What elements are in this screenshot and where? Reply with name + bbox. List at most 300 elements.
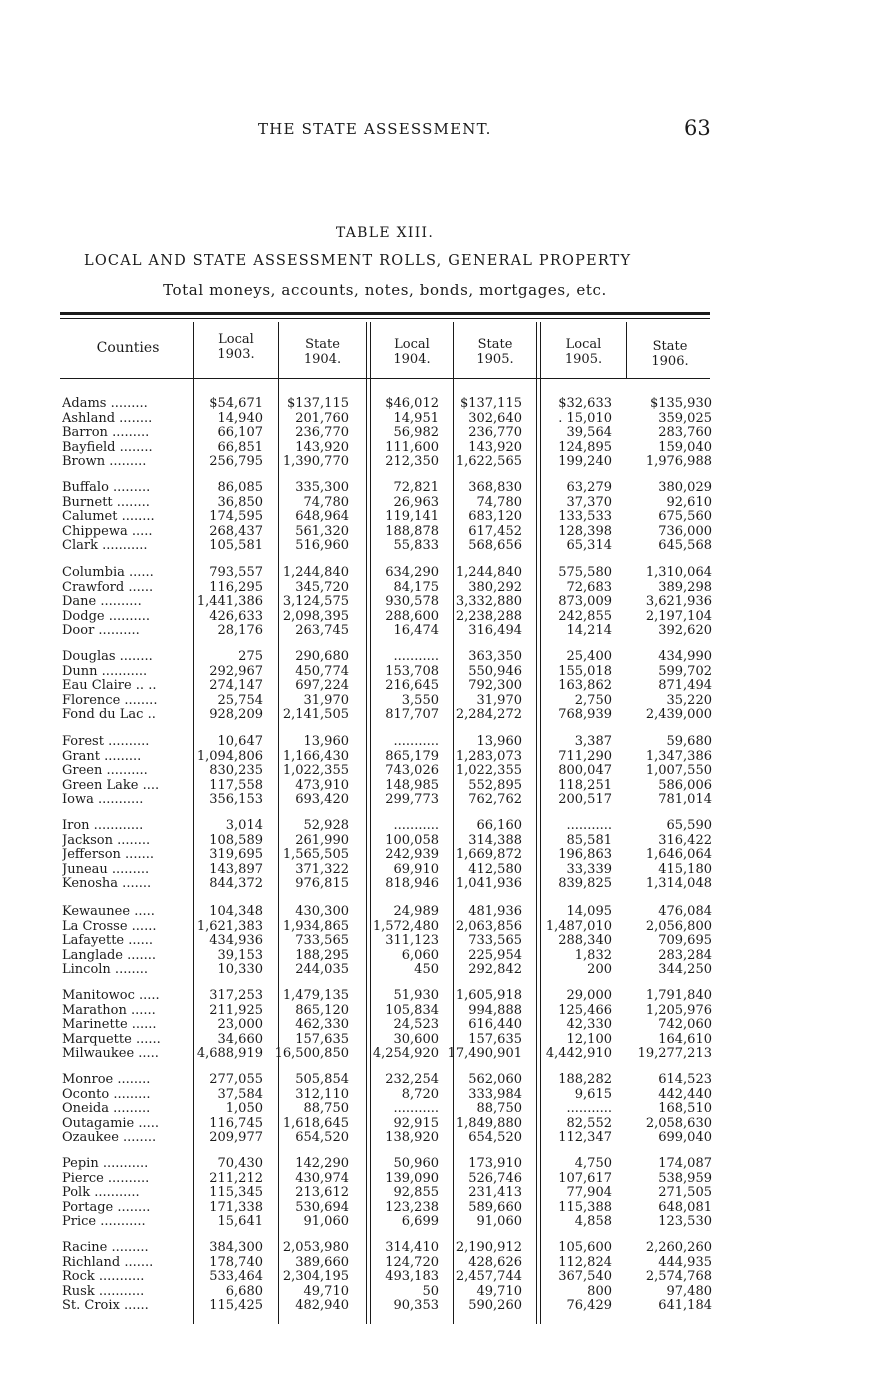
value-cell: 69,910 [393,861,439,877]
value-cell: 77,904 [566,1185,612,1201]
column-header-state-1904 [281,337,364,367]
value-cell: 10,330 [217,962,263,978]
value-cell: 709,695 [658,933,712,949]
value-cell: 359,025 [658,410,712,426]
county-name: Door .......... [62,624,140,639]
value-cell: 29,000 [566,988,612,1003]
value-cell: 792,300 [468,678,522,694]
value-cell: 148,985 [385,777,439,793]
value-cell: 599,702 [658,663,712,679]
table-row [0,1073,887,1088]
table-row [0,441,887,456]
value-cell: 23,000 [217,1017,263,1033]
county-name: Green .......... [62,764,148,779]
value-cell: 1,094,806 [196,748,263,764]
value-cell: 65,314 [566,538,612,554]
value-cell: 104,348 [209,904,263,919]
value-cell: 505,854 [295,1072,349,1087]
table-row [0,481,887,496]
value-cell: 865,179 [385,748,439,764]
value-cell: 654,520 [468,1130,522,1146]
value-cell: 641,184 [658,1298,712,1314]
table-row [0,834,887,849]
county-group [0,566,887,639]
county-group [0,1073,887,1146]
value-cell: 645,568 [658,538,712,554]
table-row [0,1256,887,1271]
value-cell: 4,858 [574,1214,612,1230]
value-cell: $32,633 [558,396,612,411]
value-cell: 1,976,988 [645,454,712,470]
value-cell: 188,282 [558,1072,612,1087]
value-cell: 356,153 [209,792,263,808]
value-cell: $135,930 [649,396,712,411]
value-cell: 800,047 [558,763,612,779]
county-group [0,989,887,1062]
county-group [0,819,887,892]
value-cell: 49,710 [476,1283,522,1299]
county-name: Juneau ......... [62,862,150,877]
value-cell: 4,254,920 [372,1046,439,1062]
value-cell: 8,720 [401,1086,439,1102]
value-cell: 2,260,260 [645,1240,712,1255]
county-name: Crawford ...... [62,580,154,595]
header-line: Local [218,332,254,347]
value-cell: 14,095 [566,904,612,919]
header-line: Local [394,337,430,352]
county-name: Monroe ........ [62,1073,151,1087]
value-cell: 211,212 [209,1170,263,1186]
value-cell: 616,440 [468,1017,522,1033]
value-cell: 2,190,912 [455,1240,522,1255]
value-cell: 52,928 [303,818,349,833]
value-cell: 133,533 [558,509,612,525]
value-cell: 107,617 [558,1170,612,1186]
value-cell: 2,058,630 [645,1115,712,1131]
value-cell: 174,087 [658,1156,712,1171]
table-row [0,455,887,470]
value-cell: 384,300 [209,1240,263,1255]
table-row [0,1215,887,1230]
value-cell: 76,429 [566,1298,612,1314]
value-cell: 299,773 [385,792,439,808]
value-cell: $46,012 [385,396,439,411]
value-cell: 2,063,856 [455,918,522,934]
value-cell: 781,014 [658,792,712,808]
value-cell: 72,683 [566,579,612,595]
table-number: TABLE XIII. [335,225,435,241]
value-cell: 63,279 [566,480,612,495]
value-cell: 568,656 [468,538,522,554]
value-cell: 171,338 [209,1199,263,1215]
value-cell: 92,610 [666,494,712,510]
county-name: Clark ........... [62,539,148,554]
header-line: State [477,337,513,352]
table-row [0,877,887,892]
value-cell: 123,530 [658,1214,712,1230]
value-cell: 562,060 [468,1072,522,1087]
table-row [0,1088,887,1103]
table-row [0,1018,887,1033]
value-cell: 1,314,048 [645,876,712,892]
value-cell: ........... [566,1101,612,1117]
county-name: Oconto ......... [62,1087,151,1102]
value-cell: 392,620 [658,623,712,639]
value-cell: 2,574,768 [645,1269,712,1285]
table-row [0,764,887,779]
value-cell: 200,517 [558,792,612,808]
value-cell: 209,977 [209,1130,263,1146]
value-cell: 675,560 [658,509,712,525]
column-header-counties: Counties [96,340,160,356]
value-cell: 115,388 [558,1199,612,1215]
value-cell: 37,584 [217,1086,263,1102]
column-header-state-1905 [456,337,534,367]
county-name: Outagamie ..... [62,1116,160,1131]
value-cell: 119,141 [385,509,439,525]
county-name: Racine ......... [62,1241,149,1255]
value-cell: 389,660 [295,1254,349,1270]
value-cell: 711,290 [558,748,612,764]
value-cell: 13,960 [476,734,522,749]
value-cell: 1,622,565 [455,454,522,470]
table-row [0,1047,887,1062]
value-cell: 105,600 [558,1240,612,1255]
value-cell: 1,621,383 [196,918,263,934]
value-cell: 1,605,918 [455,988,522,1003]
table-row [0,679,887,694]
value-cell: 82,552 [566,1115,612,1131]
value-cell: 1,022,355 [455,763,522,779]
value-cell: 31,970 [476,692,522,708]
header-line: State [305,337,340,352]
county-name: Chippewa ..... [62,524,153,539]
value-cell: 201,760 [295,410,349,426]
value-cell: 36,850 [217,494,263,510]
column-header-local-1904 [373,337,451,367]
value-cell: 143,897 [209,861,263,877]
value-cell: 367,540 [558,1269,612,1285]
value-cell: 90,353 [393,1298,439,1314]
value-cell: 66,160 [476,818,522,833]
table-row [0,819,887,834]
value-cell: 283,284 [658,947,712,963]
value-cell: 533,464 [209,1269,263,1285]
value-cell: 344,250 [658,962,712,978]
value-cell: 2,197,104 [645,608,712,624]
value-cell: 817,707 [385,707,439,723]
value-cell: $137,115 [459,396,522,411]
value-cell: 311,123 [385,933,439,949]
value-cell: 116,745 [209,1115,263,1131]
header-rule [60,378,710,379]
value-cell: 12,100 [566,1031,612,1047]
value-cell: 157,635 [468,1031,522,1047]
value-cell: 976,815 [295,876,349,892]
value-cell: 4,442,910 [545,1046,612,1062]
value-cell: 2,457,744 [455,1269,522,1285]
value-cell: 1,244,840 [455,565,522,580]
value-cell: 3,550 [401,692,439,708]
value-cell: 6,680 [225,1283,263,1299]
county-group [0,905,887,978]
table-row [0,779,887,794]
value-cell: ........... [393,734,439,749]
table-row [0,989,887,1004]
value-cell: 4,688,919 [196,1046,263,1062]
value-cell: 51,930 [393,988,439,1003]
value-cell: 138,920 [385,1130,439,1146]
value-cell: 50 [422,1283,439,1299]
county-name: Ozaukee ........ [62,1131,157,1146]
value-cell: 6,699 [401,1214,439,1230]
value-cell: 830,235 [209,763,263,779]
value-cell: 428,626 [468,1254,522,1270]
value-cell: 159,040 [658,439,712,455]
column-header-state-1906 [630,339,710,369]
value-cell: 173,910 [468,1156,522,1171]
value-cell: 236,770 [295,425,349,441]
county-name: Burnett ........ [62,495,150,510]
value-cell: 164,610 [658,1031,712,1047]
value-cell: 928,209 [209,707,263,723]
value-cell: 3,332,880 [455,594,522,610]
table-row [0,1241,887,1256]
table-title: LOCAL AND STATE ASSESSMENT ROLLS, GENERAL PROPERTY [84,253,632,269]
value-cell: 481,936 [468,904,522,919]
value-cell: 1,849,880 [455,1115,522,1131]
value-cell: 283,760 [658,425,712,441]
county-name: Milwaukee ..... [62,1047,159,1062]
value-cell: 1,572,480 [372,918,439,934]
value-cell: 1,487,010 [545,918,612,934]
table-row [0,708,887,723]
value-cell: 586,006 [658,777,712,793]
table-row [0,1004,887,1019]
value-cell: 124,895 [558,439,612,455]
table-row [0,525,887,540]
county-name: Oneida ......... [62,1102,151,1117]
value-cell: 128,398 [558,523,612,539]
value-cell: 115,345 [209,1185,263,1201]
county-name: Ashland ........ [62,411,153,426]
value-cell: 3,621,936 [645,594,712,610]
column-header-local-1903 [196,332,276,362]
county-name: Calumet ........ [62,510,155,525]
header-line: State [652,339,688,354]
value-cell: 277,055 [209,1072,263,1087]
value-cell: 434,990 [658,649,712,664]
value-cell: 1,166,430 [282,748,349,764]
value-cell: 380,029 [658,480,712,495]
value-cell: 699,040 [658,1130,712,1146]
value-cell: 473,910 [295,777,349,793]
value-cell: 442,440 [658,1086,712,1102]
table-row [0,1033,887,1048]
value-cell: 117,558 [209,777,263,793]
top-rule-thin [60,318,710,319]
value-cell: 244,035 [295,962,349,978]
value-cell: 450,774 [295,663,349,679]
table-row [0,566,887,581]
value-cell: 994,888 [468,1002,522,1018]
county-group [0,735,887,808]
value-cell: 85,581 [566,832,612,848]
value-cell: 3,124,575 [282,594,349,610]
value-cell: 105,581 [209,538,263,554]
table-row [0,1270,887,1285]
value-cell: 242,855 [558,608,612,624]
value-cell: 1,310,064 [645,565,712,580]
value-cell: 693,420 [295,792,349,808]
value-cell: 108,589 [209,832,263,848]
table-row [0,412,887,427]
table-row [0,694,887,709]
value-cell: 116,295 [209,579,263,595]
value-cell: 538,959 [658,1170,712,1186]
value-cell: 476,084 [658,904,712,919]
value-cell: 212,350 [385,454,439,470]
value-cell: 112,347 [558,1130,612,1146]
table-row [0,595,887,610]
value-cell: 288,340 [558,933,612,949]
value-cell: 66,851 [217,439,263,455]
value-cell: 314,410 [385,1240,439,1255]
value-cell: 1,022,355 [282,763,349,779]
value-cell: 50,960 [393,1156,439,1171]
value-cell: 1,565,505 [282,847,349,863]
table-row [0,735,887,750]
value-cell: 178,740 [209,1254,263,1270]
value-cell: 200 [587,962,612,978]
value-cell: 2,750 [574,692,612,708]
table-row [0,581,887,596]
county-name: Jackson ........ [62,833,151,848]
header-line: Local [565,337,602,352]
table-row [0,1157,887,1172]
county-name: Rusk ........... [62,1284,145,1299]
value-cell: 493,183 [385,1269,439,1285]
value-cell: 56,982 [393,425,439,441]
table-row [0,624,887,639]
value-cell: 14,951 [393,410,439,426]
county-name: Barron ......... [62,426,150,441]
county-name: Iron ............ [62,819,144,833]
value-cell: 526,746 [468,1170,522,1186]
value-cell: 742,060 [658,1017,712,1033]
county-name: Kenosha ....... [62,877,152,892]
value-cell: 648,964 [295,509,349,525]
header-line: 1906. [651,354,689,369]
value-cell: 873,009 [558,594,612,610]
value-cell: 55,833 [393,538,439,554]
county-name: Kewaunee ..... [62,905,155,919]
value-cell: ........... [393,649,439,664]
value-cell: 17,490,901 [447,1046,522,1062]
value-cell: 49,710 [303,1283,349,1299]
county-name: Columbia ...... [62,566,154,580]
value-cell: 65,590 [666,818,712,833]
value-cell: 124,720 [385,1254,439,1270]
table-row [0,539,887,554]
table-row [0,1172,887,1187]
value-cell: 13,960 [303,734,349,749]
value-cell: 1,007,550 [645,763,712,779]
value-cell: 317,253 [209,988,263,1003]
value-cell: 2,238,288 [455,608,522,624]
county-name: Marinette ...... [62,1018,157,1033]
value-cell: 302,640 [468,410,522,426]
value-cell: 1,934,865 [282,918,349,934]
value-cell: 1,618,645 [282,1115,349,1131]
county-group [0,1157,887,1230]
value-cell: 14,940 [217,410,263,426]
column-header-local-1905 [543,337,624,367]
county-name: Price ........... [62,1215,146,1230]
value-cell: 256,795 [209,454,263,470]
table-row [0,905,887,920]
value-cell: 139,090 [385,1170,439,1186]
value-cell: 345,720 [295,579,349,595]
county-name: Adams ......... [62,397,148,411]
value-cell: 333,984 [468,1086,522,1102]
county-name: Lafayette ...... [62,934,154,949]
value-cell: 552,895 [468,777,522,793]
value-cell: 143,920 [468,439,522,455]
value-cell: 762,762 [468,792,522,808]
value-cell: 2,284,272 [455,707,522,723]
value-cell: 733,565 [295,933,349,949]
value-cell: 24,989 [393,904,439,919]
value-cell: . 15,010 [558,410,612,426]
value-cell: 232,254 [385,1072,439,1087]
column-divider [626,322,627,378]
county-name: Langlade ....... [62,948,157,963]
value-cell: 92,855 [393,1185,439,1201]
value-cell: 818,946 [385,876,439,892]
value-cell: 91,060 [303,1214,349,1230]
value-cell: 335,300 [295,480,349,495]
value-cell: 31,970 [303,692,349,708]
value-cell: 88,750 [476,1101,522,1117]
value-cell: 6,060 [401,947,439,963]
table-row [0,920,887,935]
value-cell: 42,330 [566,1017,612,1033]
value-cell: 1,646,064 [645,847,712,863]
value-cell: 33,339 [566,861,612,877]
value-cell: 125,466 [558,1002,612,1018]
table-row [0,496,887,511]
value-cell: 66,107 [217,425,263,441]
value-cell: 196,863 [558,847,612,863]
value-cell: 426,633 [209,608,263,624]
value-cell: 112,824 [558,1254,612,1270]
table-row [0,1285,887,1300]
table-row [0,848,887,863]
value-cell: 363,350 [468,649,522,664]
value-cell: 88,750 [303,1101,349,1117]
value-cell: 2,304,195 [282,1269,349,1285]
value-cell: 72,821 [393,480,439,495]
value-cell: 450 [414,962,439,978]
county-name: Florence ........ [62,693,158,708]
value-cell: 1,050 [225,1101,263,1117]
county-name: Pepin ........... [62,1157,149,1171]
value-cell: 2,056,800 [645,918,712,934]
value-cell: 793,557 [209,565,263,580]
value-cell: 430,974 [295,1170,349,1186]
value-cell: 123,238 [385,1199,439,1215]
